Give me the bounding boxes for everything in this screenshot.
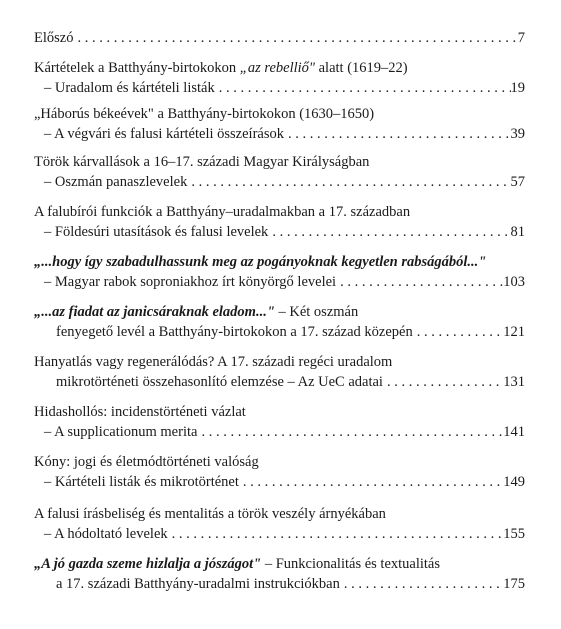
entry-title: Török kárvallások a 16–17. századi Magyar Királyságban bbox=[34, 154, 370, 170]
page-number: 141 bbox=[503, 424, 525, 440]
entry-subtitle: – Oszmán panaszlevelek bbox=[44, 174, 188, 190]
page-number: 149 bbox=[503, 474, 525, 490]
dot-leader bbox=[336, 272, 503, 292]
dot-leader bbox=[383, 372, 503, 392]
entry-subtitle: – Magyar rabok soproniakhoz írt könyörgő levelei bbox=[44, 274, 337, 290]
entry-subtitle: – Uradalom és kártételi listák bbox=[44, 80, 215, 96]
entry-subtitle: – A supplicationum merita bbox=[44, 424, 198, 440]
dot-leader bbox=[340, 574, 503, 594]
entry-title: A falubírói funkciók a Batthyány–uradalmakban a 17. században bbox=[34, 204, 411, 220]
entry-subtitle: – Kártételi listák és mikrotörténet bbox=[44, 474, 239, 490]
entry-title-italic: „...az fiadat az janicsáraknak eladom..." bbox=[34, 304, 275, 320]
dot-leader bbox=[239, 472, 503, 492]
entry-title: A falusi írásbeliség és mentalitás a török veszély árnyékában bbox=[34, 506, 386, 522]
entry-subtitle: fenyegető levél a Batthyány-birtokokon a 17. század közepén bbox=[56, 324, 413, 340]
page-number: 131 bbox=[503, 374, 525, 390]
dot-leader bbox=[187, 172, 510, 192]
entry-title-tail: – Két oszmán bbox=[274, 304, 359, 320]
entry-subtitle: – A végvári és falusi kártételi összeírások bbox=[44, 126, 284, 142]
page-number: 19 bbox=[510, 80, 525, 96]
page-number: 175 bbox=[503, 576, 525, 592]
dot-leader bbox=[168, 524, 504, 544]
entry-title: Előszó bbox=[34, 30, 74, 46]
page-number: 81 bbox=[510, 224, 525, 240]
page-number: 121 bbox=[503, 324, 525, 340]
dot-leader bbox=[284, 124, 511, 144]
entry-title: Hanyatlás vagy regenerálódás? A 17. századi regéci uradalom bbox=[34, 354, 393, 370]
page-number: 103 bbox=[503, 274, 525, 290]
entry-title: Hidashollós: incidenstörténeti vázlat bbox=[34, 404, 246, 420]
entry-title-italic: „A jó gazda szeme hizlalja a jószágot" bbox=[34, 556, 262, 572]
entry-title: „Háborús békeévek" a Batthyány-birtokokon (1630–1650) bbox=[34, 106, 375, 122]
dot-leader bbox=[268, 222, 510, 242]
entry-title-tail: alatt (1619–22) bbox=[315, 60, 408, 76]
page-number: 57 bbox=[510, 174, 525, 190]
entry-subtitle: mikrotörténeti összehasonlító elemzése – Az UeC adatai bbox=[56, 374, 383, 390]
dot-leader bbox=[197, 422, 503, 442]
entry-title-italic: „...hogy így szabadulhassunk meg az pogányoknak kegyetlen rabságából..." bbox=[34, 254, 487, 270]
entry-subtitle: – Földesúri utasítások és falusi levelek bbox=[44, 224, 269, 240]
entry-title-tail: – Funkcionalitás és textualitás bbox=[261, 556, 441, 572]
page-number: 155 bbox=[503, 526, 525, 542]
dot-leader bbox=[73, 28, 517, 48]
entry-title: Kártételek a Batthyány-birtokokon bbox=[34, 60, 240, 76]
page-number: 7 bbox=[517, 30, 525, 46]
dot-leader bbox=[215, 78, 511, 98]
entry-title: Kóny: jogi és életmódtörténeti valóság bbox=[34, 454, 259, 470]
entry-title-italic: „az rebelliő" bbox=[239, 60, 315, 76]
dot-leader bbox=[413, 322, 504, 342]
page-number: 39 bbox=[510, 126, 525, 142]
entry-subtitle: – A hódoltató levelek bbox=[44, 526, 168, 542]
entry-subtitle: a 17. századi Batthyány-uradalmi instrukciókban bbox=[56, 576, 340, 592]
